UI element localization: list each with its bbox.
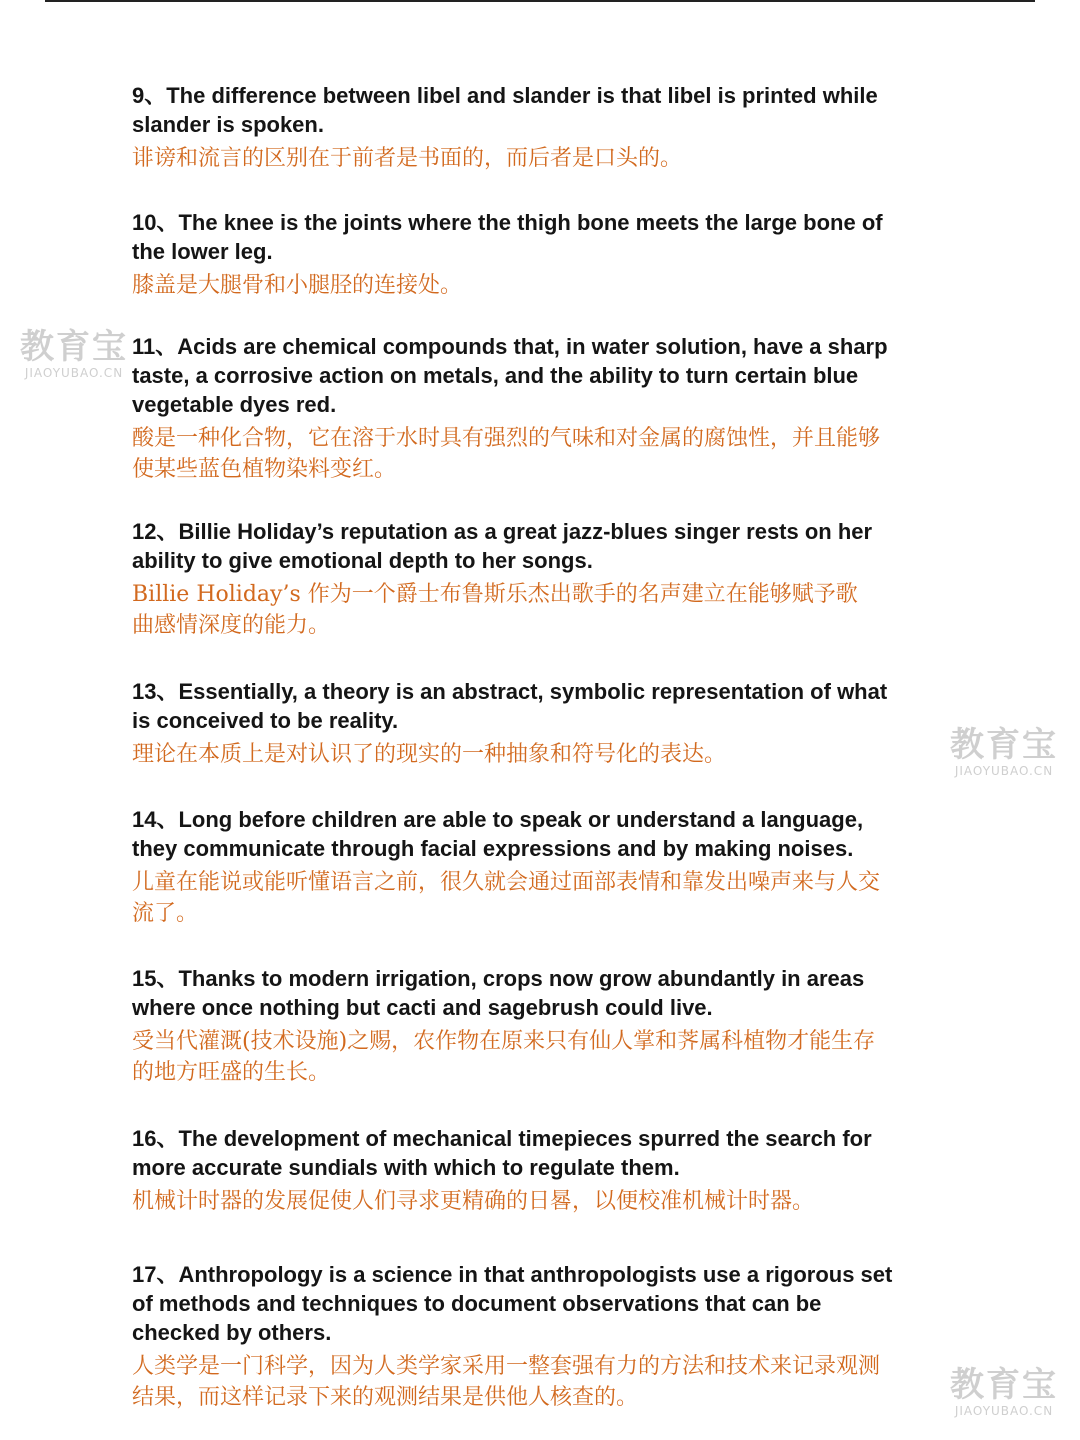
chinese-translation: 受当代灌溉(技术设施)之赐，农作物在原来只有仙人掌和荠属科植物才能生存 的地方旺盛的生长。 [132, 1029, 876, 1085]
watermark-text: 教育宝 [950, 725, 1058, 765]
sentence-block-14 [132, 805, 972, 929]
sentence-block-11 [132, 332, 972, 485]
chinese-translation: 理论在本质上是对认识了的现实的一种抽象和符号化的表达。 [132, 742, 727, 767]
chinese-translation: 人类学是一门科学，因为人类学家采用一整套强有力的方法和技术来记录观测 结果，而这样记录下来的观测结果是供他人核查的。 [132, 1354, 881, 1410]
sentence-block-12 [132, 517, 972, 641]
watermark-url: JIAOYUBAO.CN [954, 1404, 1054, 1418]
sentence-block-10 [132, 208, 972, 301]
chinese-translation: 酸是一种化合物，它在溶于水时具有强烈的气味和对金属的腐蚀性，并且能够 使某些蓝色植物染料变红。 [132, 426, 881, 482]
watermark-url: JIAOYUBAO.CN [24, 366, 124, 380]
watermark-text: 教育宝 [950, 1365, 1058, 1405]
english-sentence: 14、Long before children are able to speak or understand a language, they communicate through facial expressions and by making noises. [132, 807, 864, 861]
english-sentence: 16、The development of mechanical timepieces spurred the search for more accurate sundials with which to regulate them. [132, 1126, 872, 1180]
english-sentence: 11、Acids are chemical compounds that, in water solution, have a sharp taste, a corrosive action on metals, and the ability to turn certain blue vegetable dyes red. [132, 334, 888, 417]
watermark-logo [948, 726, 1060, 778]
english-sentence: 15、Thanks to modern irrigation, crops now grow abundantly in areas where once nothing but cacti and sagebrush could live. [132, 966, 865, 1020]
watermark-url: JIAOYUBAO.CN [954, 764, 1054, 778]
english-sentence: 13、Essentially, a theory is an abstract, symbolic representation of what is conceived to be reality. [132, 679, 888, 733]
sentence-block-13 [132, 677, 972, 770]
chinese-translation: 机械计时器的发展促使人们寻求更精确的日晷，以便校准机械计时器。 [132, 1189, 815, 1214]
watermark-logo [948, 1366, 1060, 1418]
english-sentence: 9、The difference between libel and slander is that libel is printed while slander is spoken. [132, 83, 878, 137]
english-sentence: 17、Anthropology is a science in that anthropologists use a rigorous set of methods and techniques to document observations that can be checked by others. [132, 1262, 893, 1345]
sentence-block-16 [132, 1124, 972, 1217]
english-sentence: 10、The knee is the joints where the thigh bone meets the large bone of the lower leg. [132, 210, 883, 264]
watermark-text: 教育宝 [20, 327, 128, 367]
chinese-translation: 诽谤和流言的区别在于前者是书面的，而后者是口头的。 [132, 146, 683, 171]
chinese-translation: 膝盖是大腿骨和小腿胫的连接处。 [132, 273, 463, 298]
sentence-block-9 [132, 81, 972, 174]
chinese-translation: 儿童在能说或能听懂语言之前，很久就会通过面部表情和靠发出噪声来与人交 流了。 [132, 870, 881, 926]
english-sentence: 12、Billie Holiday’s reputation as a great jazz-blues singer rests on her ability to give emotional depth to her songs. [132, 519, 873, 573]
top-divider [45, 0, 1035, 2]
chinese-translation: Billie Holiday’s 作为一个爵士布鲁斯乐杰出歌手的名声建立在能够赋予歌 曲感情深度的能力。 [132, 582, 858, 638]
sentence-block-17 [132, 1260, 972, 1413]
sentence-block-15 [132, 964, 972, 1088]
watermark-logo [18, 328, 130, 380]
